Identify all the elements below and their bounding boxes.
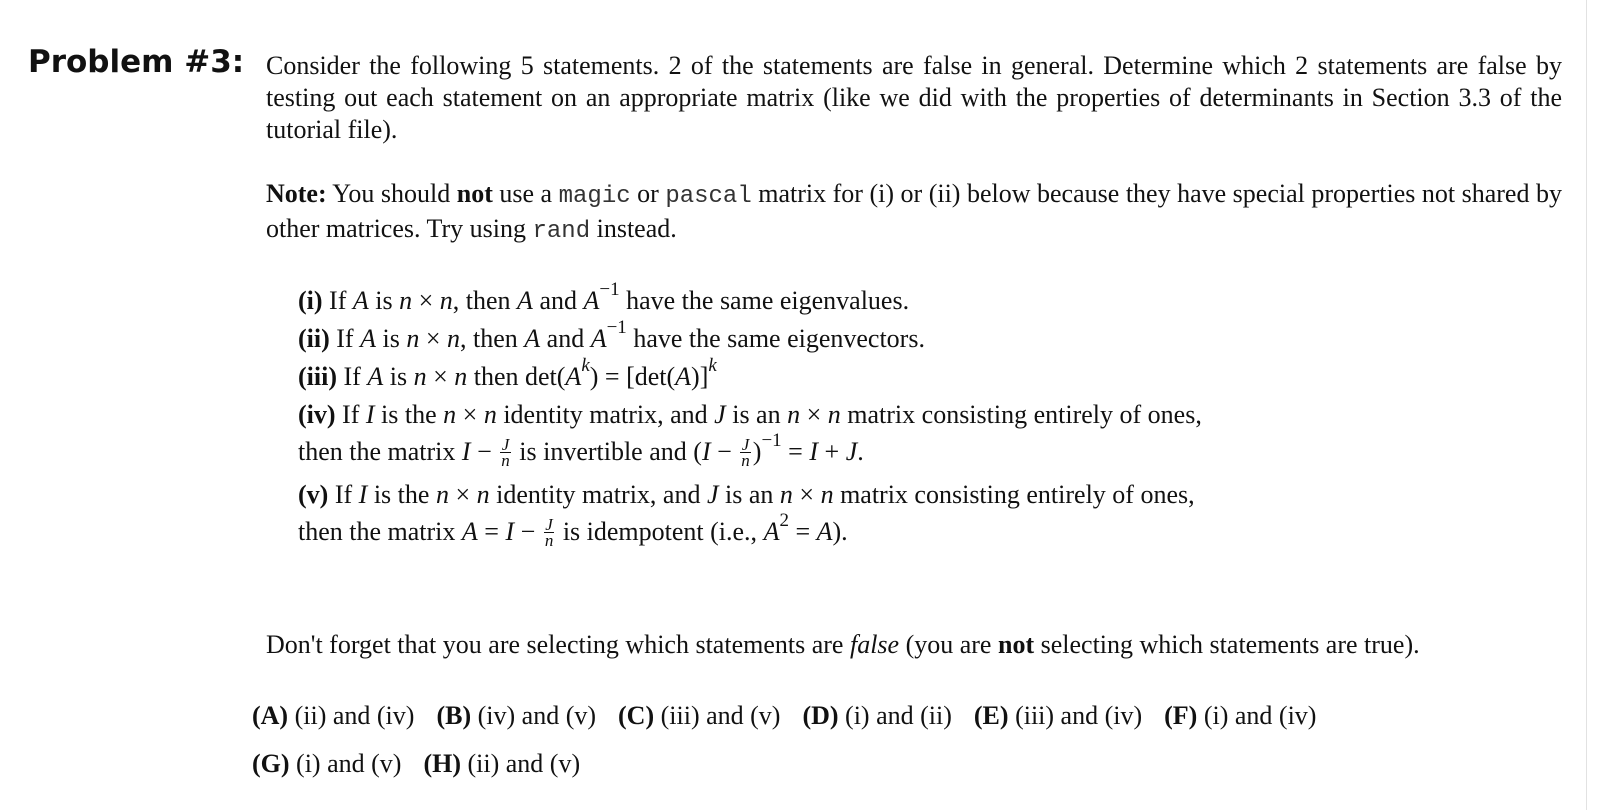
math-op: ×	[412, 286, 440, 315]
math-var: I	[809, 437, 819, 466]
math-exponent: k	[708, 355, 717, 377]
math-op: ×	[448, 480, 477, 509]
choice-text: (ii) and (v)	[461, 749, 581, 778]
text: then det(	[467, 362, 566, 391]
math-var: A	[590, 324, 607, 353]
code-pascal: pascal	[665, 183, 752, 210]
math-var: n	[787, 400, 801, 429]
text: If	[335, 400, 366, 429]
math-op: ×	[800, 400, 828, 429]
choice-text: (i) and (ii)	[838, 701, 952, 730]
choice-letter: (G)	[252, 749, 290, 778]
math-var: n	[413, 362, 427, 391]
statements-list	[298, 279, 1398, 556]
reminder-text-2: (you are	[899, 630, 998, 659]
math-var: A	[583, 286, 600, 315]
note-text-2: use a	[492, 179, 559, 208]
math-var: I	[701, 437, 711, 466]
math-exponent: −1	[761, 430, 782, 452]
text: If	[328, 480, 359, 509]
math-var: A	[360, 324, 376, 353]
math-var: n	[476, 480, 490, 509]
text: and	[540, 324, 591, 353]
text: is an	[718, 480, 780, 509]
math-op: −	[470, 437, 499, 466]
math-var: I	[358, 480, 368, 509]
text: is invertible and (	[512, 437, 702, 466]
reminder	[266, 629, 1562, 661]
choice-e[interactable]	[974, 700, 1142, 732]
choice-text: (iv) and (v)	[471, 701, 597, 730]
math-var: I	[365, 400, 375, 429]
text: is an	[725, 400, 788, 429]
statement-ii	[298, 317, 1398, 358]
math-var: n	[483, 400, 497, 429]
text: identity matrix, and	[489, 480, 707, 509]
statement-label: (iii)	[298, 362, 337, 391]
math-var: A	[367, 362, 384, 391]
text: If	[322, 286, 353, 315]
math-op: =	[477, 517, 506, 546]
choice-c[interactable]	[618, 700, 780, 732]
math-op: −	[710, 437, 739, 466]
answer-choices	[252, 700, 1338, 796]
problem-label: Problem #3:	[28, 44, 245, 80]
choice-text: (i) and (iv)	[1197, 701, 1317, 730]
choice-f[interactable]	[1164, 700, 1316, 732]
choice-text: (i) and (v)	[289, 749, 402, 778]
reminder-text-3: selecting which statements are true).	[1034, 630, 1420, 659]
text: .	[857, 437, 864, 466]
fraction-denominator: n	[741, 450, 750, 470]
choice-letter: (A)	[252, 701, 289, 730]
statement-label: (v)	[298, 480, 329, 509]
text: identity matrix, and	[496, 400, 715, 429]
math-var: n	[447, 324, 460, 353]
text: have the same eigenvalues.	[619, 286, 910, 315]
fraction-j-over-n	[544, 514, 555, 550]
intro-text: Consider the following 5 statements. 2 of the statements are false in general. Determine which 2 statements are false by testing out each statement on an appropriate matrix (like we did with the properties of determinants in Section 3.3 of the tutorial file).	[266, 51, 1562, 144]
note-text-4: matrix for (i) or (ii) below because they have special properties not shared by other matrices. Try using	[266, 179, 1562, 243]
statement-label: (ii)	[298, 324, 330, 353]
math-exponent: k	[581, 355, 590, 377]
math-op: ×	[456, 400, 484, 429]
choice-letter: (H)	[423, 749, 461, 778]
note-text-5: instead.	[590, 214, 677, 243]
choice-letter: (B)	[436, 701, 472, 730]
math-op: −	[514, 517, 542, 546]
math-var: n	[454, 362, 468, 391]
note-not: not	[456, 179, 493, 208]
text: is	[383, 362, 414, 391]
choice-letter: (E)	[973, 701, 1009, 730]
fraction-j-over-n	[500, 434, 511, 470]
code-rand: rand	[532, 218, 591, 245]
math-var: n	[406, 324, 420, 353]
text: =	[781, 437, 810, 466]
text: then the matrix	[298, 517, 462, 546]
choices-row-2	[252, 748, 1338, 796]
math-exponent: 2	[779, 510, 789, 532]
choice-letter: (F)	[1164, 701, 1198, 730]
fraction-denominator: n	[501, 450, 510, 470]
text: , then	[460, 324, 525, 353]
math-var: A	[461, 517, 478, 546]
math-exponent: −1	[606, 317, 627, 339]
choice-d[interactable]	[802, 700, 951, 732]
math-var: n	[443, 400, 457, 429]
text: ).	[832, 517, 848, 546]
math-op: ×	[419, 324, 447, 353]
text: , then	[452, 286, 518, 315]
math-op: =	[788, 517, 817, 546]
statement-v-line-1	[298, 476, 1398, 514]
math-exponent: −1	[599, 279, 620, 301]
choice-b[interactable]	[436, 700, 596, 732]
choice-letter: (C)	[618, 701, 655, 730]
statement-iii	[298, 355, 1398, 396]
math-var: A	[763, 517, 780, 546]
problem-intro	[266, 50, 1562, 146]
text: and	[532, 286, 584, 315]
reminder-text-1: Don't forget that you are selecting which statements are	[266, 630, 850, 659]
text: is the	[374, 400, 444, 429]
math-var: A	[565, 362, 582, 391]
statement-iv-line-1	[298, 396, 1398, 434]
math-op: ×	[792, 480, 821, 509]
note-label: Note:	[266, 179, 327, 208]
math-var: A	[675, 362, 692, 391]
choice-a[interactable]	[252, 700, 414, 732]
text: then the matrix	[298, 437, 462, 466]
fraction-denominator: n	[544, 530, 554, 550]
math-var: J	[714, 400, 726, 429]
text: is idempotent (i.e.,	[556, 517, 764, 546]
choice-g[interactable]	[252, 748, 401, 780]
fraction-j-over-n	[740, 434, 751, 470]
choice-text: (iii) and (v)	[654, 701, 781, 730]
fraction-numerator: J	[741, 434, 750, 454]
math-var: A	[524, 324, 541, 353]
text: If	[329, 324, 361, 353]
statement-label: (i)	[298, 286, 323, 315]
statement-v-line-2	[298, 510, 1398, 556]
math-var: I	[461, 437, 471, 466]
math-var: A	[816, 517, 833, 546]
math-var: n	[827, 400, 841, 429]
text: matrix consisting entirely of ones,	[840, 400, 1202, 429]
text: is	[375, 324, 407, 353]
choice-h[interactable]	[423, 748, 580, 780]
statement-iv-line-2	[298, 430, 1398, 476]
text: ) = [det(	[589, 362, 676, 391]
text: )]	[691, 362, 709, 391]
math-var: I	[505, 517, 515, 546]
problem-note	[266, 178, 1562, 248]
reminder-not: not	[997, 630, 1035, 659]
code-magic: magic	[558, 183, 631, 210]
math-var: n	[399, 286, 413, 315]
text: is the	[367, 480, 436, 509]
math-var: J	[845, 437, 858, 466]
math-var: n	[779, 480, 793, 509]
math-var: J	[706, 480, 719, 509]
choice-text: (iii) and (iv)	[1008, 701, 1143, 730]
text: have the same eigenvectors.	[626, 324, 925, 353]
math-var: A	[352, 286, 369, 315]
fraction-numerator: J	[545, 514, 553, 534]
math-var: A	[517, 286, 533, 315]
text: If	[337, 362, 368, 391]
math-var: n	[439, 286, 453, 315]
page-right-border	[1586, 0, 1587, 810]
math-op: +	[818, 437, 846, 466]
text: is	[368, 286, 400, 315]
choice-letter: (D)	[802, 701, 839, 730]
text: )	[752, 437, 762, 466]
fraction-numerator: J	[501, 434, 510, 454]
math-var: n	[820, 480, 834, 509]
reminder-false: false	[849, 630, 900, 659]
note-text-1: You should	[326, 179, 457, 208]
math-var: n	[435, 480, 449, 509]
statement-label: (iv)	[298, 400, 336, 429]
statement-i	[298, 279, 1398, 320]
text: matrix consisting entirely of ones,	[833, 480, 1195, 509]
note-text-3: or	[630, 179, 666, 208]
choice-text: (ii) and (iv)	[288, 701, 415, 730]
choices-row-1	[252, 700, 1338, 748]
math-op: ×	[426, 362, 455, 391]
